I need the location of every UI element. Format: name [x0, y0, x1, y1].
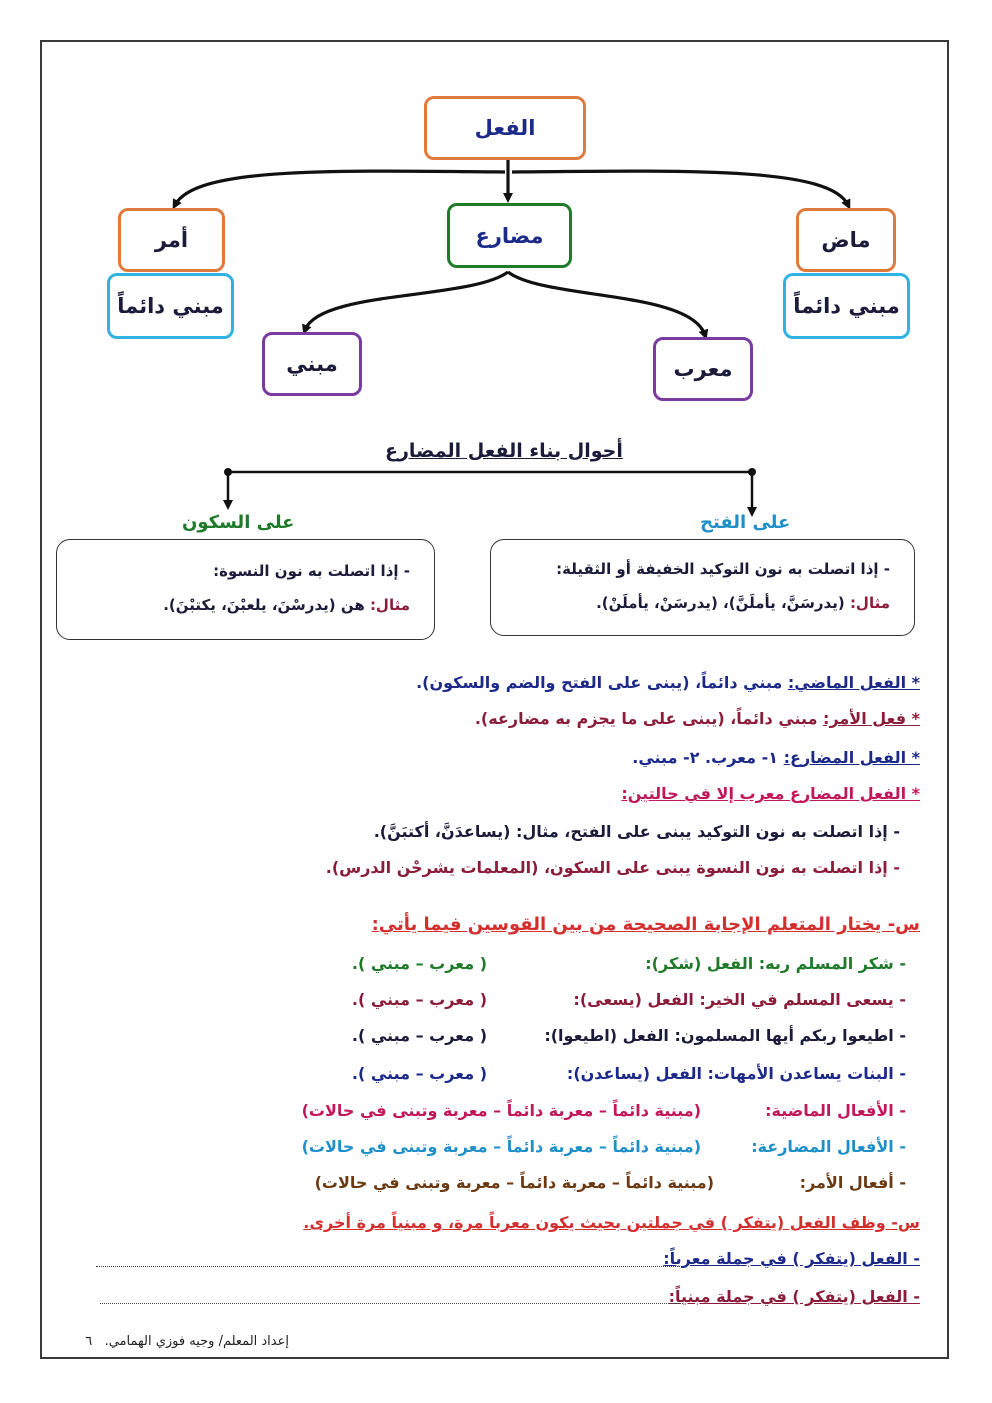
fatha-example-text: (يدرسَنَّ، يأملَنَّ)، (يدرسَنْ، يأملَنْ).: [596, 594, 850, 612]
exercise1-item-2-options: ( معرب – مبني ).: [351, 990, 487, 1009]
exercise2-line2-label: - الفعل (يتفكر ) في جملة مبنياً:: [668, 1287, 920, 1306]
sukun-box: [56, 539, 435, 640]
note-past-text: مبني دائماً، (يبنى على الفتح والضم والسكون).: [416, 673, 788, 692]
exercise1-item-6-options: (مبنية دائماً – معربة دائماً – معربة وتبنى في حالات): [301, 1137, 701, 1156]
exercise2-line2-answer[interactable]: [100, 1303, 683, 1304]
imperative-note-label: مبني دائماً: [117, 294, 224, 318]
past-verb-box: [796, 208, 896, 272]
footer-credit: [85, 1334, 289, 1349]
present-verb-label: مضارع: [475, 223, 544, 248]
note-past: [416, 673, 920, 692]
declinable-box: [653, 337, 753, 401]
exercise1-item-1-options: ( معرب – مبني ).: [351, 954, 487, 973]
note-imperative-key: * فعل الأمر:: [823, 709, 920, 728]
page-number: ٦: [85, 1334, 93, 1349]
fatha-example: [596, 594, 890, 612]
exercise2-line1-answer[interactable]: [96, 1266, 680, 1267]
imperative-verb-box: [118, 208, 225, 272]
fatha-example-label: مثال:: [849, 594, 890, 612]
note-present: [632, 748, 920, 767]
exercise1-item-1-sentence: - شكر المسلم ربه: الفعل (شكر):: [645, 954, 906, 973]
indeclinable-label: مبني: [286, 352, 338, 376]
note-exceptions-key: * الفعل المضارع معرب إلا في حالتين:: [621, 784, 920, 803]
states-heading: أحوال بناء الفعل المضارع: [385, 440, 623, 462]
exercise1-item-5-sentence: - الأفعال الماضية:: [765, 1101, 906, 1120]
imperative-note-box: [107, 273, 234, 339]
exercise1-item-2-sentence: - يسعى المسلم في الخير: الفعل (يسعى):: [573, 990, 906, 1009]
exercise1-item-7-options: (مبنية دائماً – معربة دائماً – معربة وتبنى في حالات): [314, 1173, 714, 1192]
exercise1-title: س- يختار المتعلم الإجابة الصحيحة من بين القوسين فيما يأتي:: [371, 914, 920, 935]
note-imperative-text: مبني دائماً، (يبنى على ما يجزم به مضارعه).: [474, 709, 824, 728]
fatha-box: [490, 539, 915, 636]
past-note-box: [783, 273, 910, 339]
present-verb-box: [447, 203, 572, 268]
sukun-example-label: مثال:: [369, 596, 410, 614]
exercise1-item-3-options: ( معرب – مبني ).: [351, 1026, 487, 1045]
exercise2-title: س- وظف الفعل (يتفكر ) في جملتين بحيث يكون معرباً مرة، و مبنياً مرة أخرى.: [303, 1213, 920, 1232]
root-verb-box: [424, 96, 586, 160]
sukun-condition: - إذا اتصلت به نون النسوة:: [213, 562, 410, 580]
imperative-verb-label: أمر: [154, 228, 189, 252]
exercise1-item-6-sentence: - الأفعال المضارعة:: [751, 1137, 906, 1156]
case-emphasis: - إذا اتصلت به نون التوكيد يبنى على الفتح، مثال: (يساعدَنَّ، أكتبَنَّ).: [373, 822, 900, 841]
case-feminine: - إذا اتصلت به نون النسوة يبنى على السكون، (المعلمات يشرحْن الدرس).: [325, 858, 900, 877]
note-present-key: * الفعل المضارع:: [783, 748, 920, 767]
fatha-label: على الفتح: [700, 512, 791, 533]
note-imperative: [475, 709, 920, 728]
exercise1-item-5-options: (مبنية دائماً – معربة دائماً – معربة وتبنى في حالات): [301, 1101, 701, 1120]
sukun-example: [163, 596, 410, 614]
indeclinable-box: [262, 332, 362, 396]
past-note-label: مبني دائماً: [793, 294, 900, 318]
sukun-example-text: هن (يدرسْنَ، يلعبْنَ، يكتبْنَ).: [163, 596, 370, 614]
note-exceptions: [621, 784, 920, 803]
exercise1-item-4-options: ( معرب – مبني ).: [351, 1064, 487, 1083]
root-verb-label: الفعل: [474, 116, 536, 140]
past-verb-label: ماض: [821, 228, 871, 252]
sukun-label: على السكون: [182, 512, 295, 533]
note-past-key: * الفعل الماضي:: [787, 673, 920, 692]
fatha-condition: - إذا اتصلت به نون التوكيد الخفيفة أو الثقيلة:: [556, 560, 890, 578]
exercise1-item-4-sentence: - البنات يساعدن الأمهات: الفعل (يساعدن):: [566, 1064, 906, 1083]
declinable-label: معرب: [673, 357, 733, 381]
exercise1-item-7-sentence: - أفعال الأمر:: [799, 1173, 906, 1192]
exercise1-item-3-sentence: - اطيعوا ربكم أيها المسلمون: الفعل (اطيعوا):: [544, 1026, 906, 1045]
exercise2-line1-label: - الفعل (يتفكر ) في جملة معرباً:: [663, 1249, 920, 1268]
footer-credit-text: إعداد المعلم/ وجيه فوزي الهمامي.: [104, 1334, 289, 1349]
note-present-text: ١- معرب. ٢- مبني.: [632, 748, 784, 767]
